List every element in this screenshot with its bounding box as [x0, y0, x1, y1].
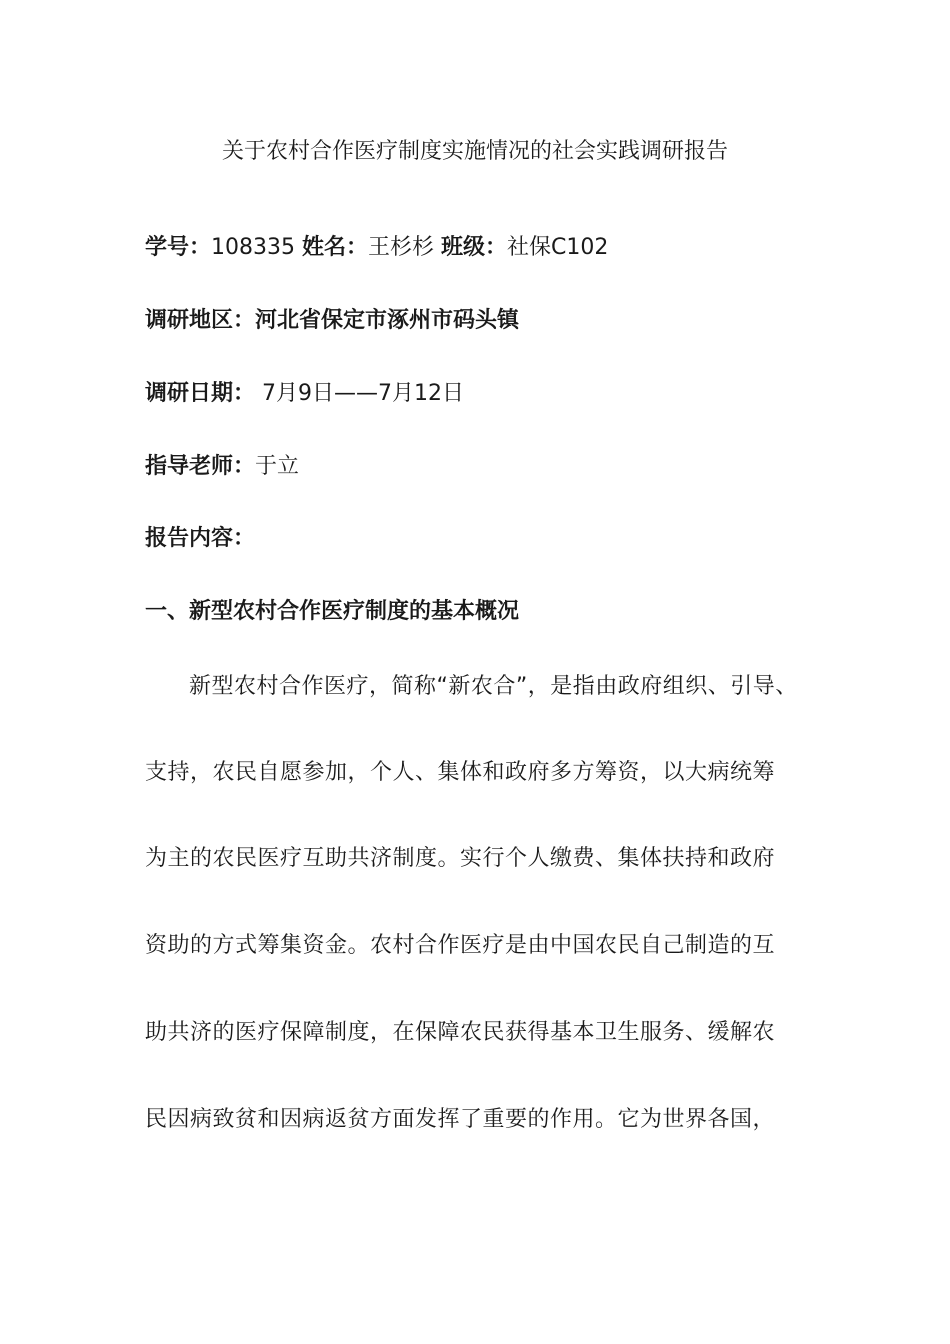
- paragraph-line: 支持，农民自愿参加，个人、集体和政府多方筹资，以大病统筹: [145, 760, 776, 785]
- advisor-line: [145, 451, 299, 483]
- document-title: 关于农村合作医疗制度实施情况的社会实践调研报告: [221, 139, 728, 164]
- paragraph-line: 新型农村合作医疗，简称“新农合”，是指由政府组织、引导、: [189, 674, 798, 699]
- date-value: 7月9日——7月12日: [262, 381, 465, 406]
- date-label: 调研日期：: [145, 381, 256, 406]
- paragraph-line: 资助的方式筹集资金。农村合作医疗是由中国农民自己制造的互: [145, 933, 776, 958]
- student-id-label: 学号：: [145, 235, 212, 260]
- content-label: 报告内容：: [145, 526, 256, 551]
- date-line: [145, 378, 464, 410]
- section-1-heading: 一、新型农村合作医疗制度的基本概况: [145, 599, 520, 624]
- paragraph-line: 民因病致贫和因病返贫方面发挥了重要的作用。它为世界各国，: [145, 1107, 776, 1132]
- student-class-label: 班级：: [441, 235, 508, 260]
- student-name-value: 王杉杉: [368, 235, 435, 260]
- student-class-value: 社保C102: [507, 235, 609, 260]
- student-name-label: 姓名：: [302, 235, 369, 260]
- region-label: 调研地区：: [145, 308, 256, 333]
- content-label-line: [145, 523, 255, 555]
- advisor-label: 指导老师：: [145, 454, 256, 479]
- region-line: [145, 305, 519, 337]
- student-info-line: [145, 232, 608, 264]
- paragraph-line: 助共济的医疗保障制度，在保障农民获得基本卫生服务、缓解农: [145, 1020, 776, 1045]
- region-value: 河北省保定市涿州市码头镇: [255, 308, 520, 333]
- advisor-value: 于立: [255, 454, 300, 479]
- student-id-value: 108335: [211, 235, 295, 260]
- paragraph-line: 为主的农民医疗互助共济制度。实行个人缴费、集体扶持和政府: [145, 846, 776, 871]
